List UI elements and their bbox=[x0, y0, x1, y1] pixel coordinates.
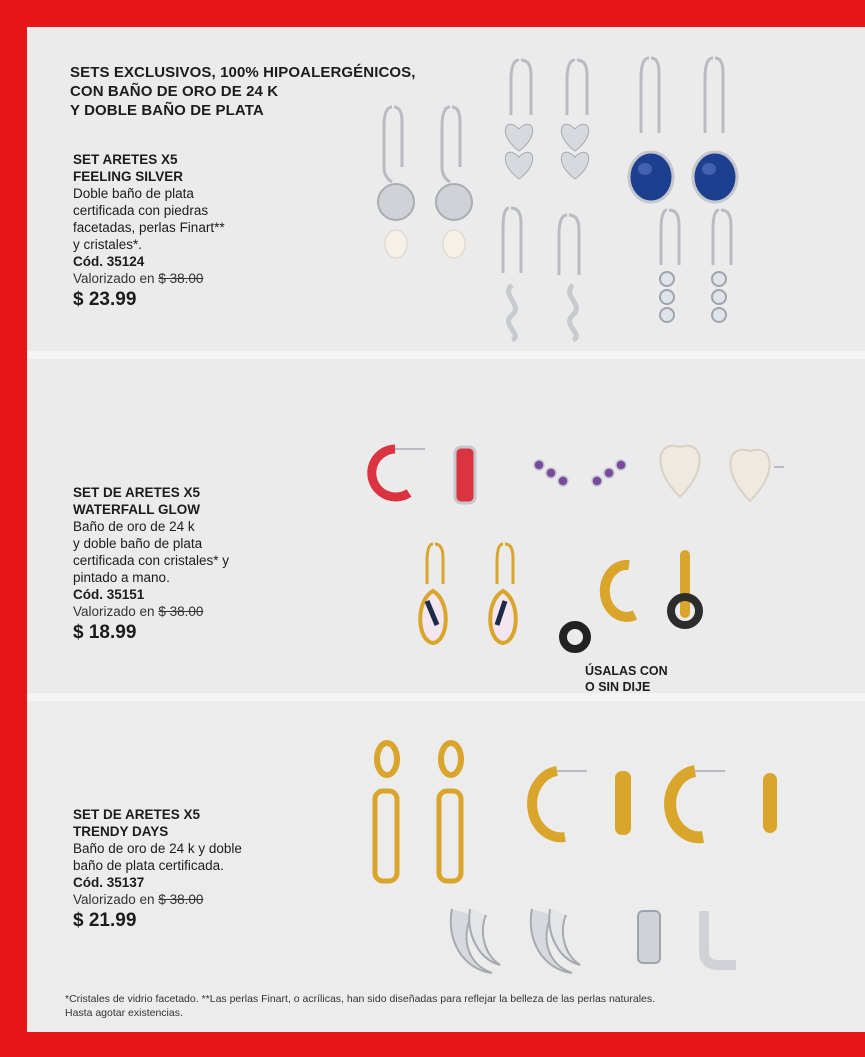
value-label: Valorizado en bbox=[73, 892, 155, 907]
headline-line-3: Y DOBLE BAÑO DE PLATA bbox=[70, 102, 264, 119]
heart-earrings-image bbox=[497, 57, 627, 207]
desc-line: Baño de oro de 24 k bbox=[73, 519, 195, 534]
amethyst-climber-earrings-image bbox=[527, 451, 647, 501]
desc-line: baño de plata certificada. bbox=[73, 858, 224, 873]
gold-hoop-charm-earrings-image bbox=[547, 549, 737, 659]
old-price: $ 38.00 bbox=[158, 892, 204, 907]
product-name-line-1: SET DE ARETES X5 bbox=[73, 807, 201, 822]
product-description bbox=[73, 185, 313, 253]
product-trendy-days bbox=[73, 806, 313, 933]
value-line bbox=[73, 891, 313, 908]
old-price: $ 38.00 bbox=[158, 604, 204, 619]
product-code: Cód. 35137 bbox=[73, 875, 145, 890]
charm-note-line-1: ÚSALAS CON bbox=[585, 664, 668, 678]
silver-sculpted-earrings-image bbox=[442, 901, 752, 981]
product-code: Cód. 35124 bbox=[73, 254, 145, 269]
crystal-drop-earrings-image bbox=[647, 207, 767, 347]
coral-hoop-earrings-image bbox=[355, 437, 495, 517]
value-label: Valorizado en bbox=[73, 271, 155, 286]
product-name-line-1: SET DE ARETES X5 bbox=[73, 485, 201, 500]
panel-waterfall-glow bbox=[27, 359, 865, 693]
product-code: Cód. 35151 bbox=[73, 587, 145, 602]
desc-line: y cristales*. bbox=[73, 237, 143, 252]
old-price: $ 38.00 bbox=[158, 271, 204, 286]
pearl-heart-earrings-image bbox=[652, 437, 787, 517]
desc-line: certificada con cristales* y bbox=[73, 553, 230, 568]
infinity-earrings-image bbox=[497, 205, 627, 345]
charm-note-line-2: O SIN DIJE bbox=[585, 680, 651, 694]
value-line bbox=[73, 270, 313, 287]
charm-note bbox=[585, 663, 668, 695]
headline-line-2: CON BAÑO DE ORO DE 24 K bbox=[70, 83, 279, 100]
product-price: $ 21.99 bbox=[73, 910, 137, 931]
product-name-line-2: WATERFALL GLOW bbox=[73, 502, 200, 517]
product-waterfall-glow bbox=[73, 484, 313, 645]
footnote bbox=[65, 992, 805, 1020]
product-name-line-2: TRENDY DAYS bbox=[73, 824, 169, 839]
product-price: $ 23.99 bbox=[73, 289, 137, 310]
product-name bbox=[73, 151, 313, 185]
desc-line: certificada con piedras bbox=[73, 203, 209, 218]
product-name bbox=[73, 806, 313, 840]
desc-line: pintado a mano. bbox=[73, 570, 170, 585]
footnote-line-2: Hasta agotar existencias. bbox=[65, 1007, 183, 1019]
product-feeling-silver bbox=[73, 151, 313, 312]
enamel-drop-earrings-image bbox=[407, 541, 527, 651]
product-name-line-2: FEELING SILVER bbox=[73, 169, 184, 184]
sapphire-earrings-image bbox=[627, 55, 757, 205]
product-name bbox=[73, 484, 313, 518]
gold-link-earrings-image bbox=[367, 741, 477, 891]
desc-line: y doble baño de plata bbox=[73, 536, 203, 551]
panel-feeling-silver bbox=[27, 27, 865, 351]
panel-trendy-days bbox=[27, 701, 865, 1032]
value-line bbox=[73, 603, 313, 620]
footnote-line-1: *Cristales de vidrio facetado. **Las perlas Finart, o acrílicas, han sido diseñadas para reflejar la belleza de las perlas naturales. bbox=[65, 993, 656, 1005]
desc-line: Baño de oro de 24 k y doble bbox=[73, 841, 242, 856]
gold-hoop-earrings-image bbox=[517, 763, 787, 853]
product-price: $ 18.99 bbox=[73, 622, 137, 643]
product-description bbox=[73, 518, 313, 586]
product-description bbox=[73, 840, 313, 874]
product-name-line-1: SET ARETES X5 bbox=[73, 152, 178, 167]
desc-line: facetadas, perlas Finart** bbox=[73, 220, 225, 235]
pearl-earrings-image bbox=[372, 102, 492, 272]
headline-line-1: SETS EXCLUSIVOS, 100% HIPOALERGÉNICOS, bbox=[70, 64, 416, 81]
value-label: Valorizado en bbox=[73, 604, 155, 619]
desc-line: Doble baño de plata bbox=[73, 186, 194, 201]
catalog-page bbox=[27, 27, 865, 1032]
